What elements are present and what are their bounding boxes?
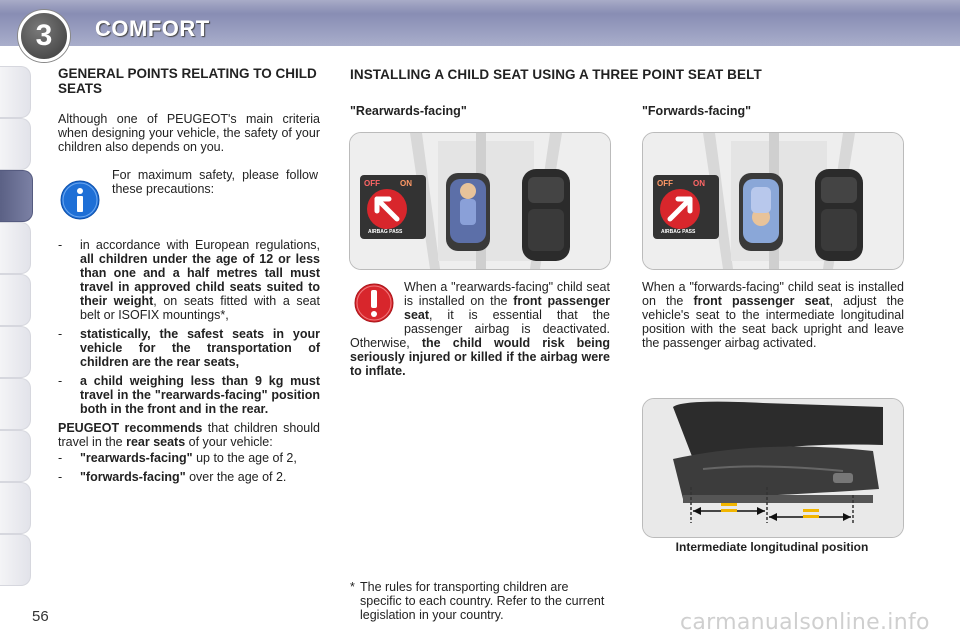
bullet-bold-text: statistically, the safest seats in your vehicle for the transportation of children are the rear seats, <box>80 327 320 369</box>
recommend-mid: that children should travel in the <box>58 421 320 449</box>
bullet-bold-text: a child weighing less than 9 kg must travel in the "rearwards-facing" position both in the front and in the rear. <box>80 374 320 416</box>
forwards-facing-illustration <box>642 132 904 270</box>
airbag-on-label: ON <box>400 179 412 188</box>
bullet-dash: - <box>58 327 63 341</box>
bullet-dash: - <box>58 374 63 388</box>
watermark: carmanualsonline.info <box>680 610 930 635</box>
chapter-tab-6[interactable] <box>0 326 31 378</box>
installing-heading: INSTALLING A CHILD SEAT USING A THREE POINT SEAT BELT <box>350 67 762 82</box>
list-item <box>58 374 320 416</box>
footnote-star: * <box>350 580 355 594</box>
warning-bold-seat: front passenger seat <box>404 294 611 322</box>
info-note <box>58 168 320 230</box>
seat-rail-image <box>643 399 903 537</box>
age-text: up to the age of 2, <box>192 451 297 465</box>
chapter-tab-9[interactable] <box>0 482 31 534</box>
general-points-heading: GENERAL POINTS RELATING TO CHILD SEATS <box>58 66 317 96</box>
age-bold: "rearwards-facing" <box>80 451 193 465</box>
chapter-tab-1[interactable] <box>0 66 31 118</box>
airbag-off-label: OFF <box>657 179 673 188</box>
header-shine <box>0 0 960 14</box>
footnote <box>350 580 612 622</box>
page-number: 56 <box>32 608 49 625</box>
fwd-bold-seat: front passenger seat <box>693 294 830 308</box>
bullet-text-end: , on seats fitted with a seat belt or ISOFIX mountings*, <box>80 294 320 322</box>
warning-mid: , it is essential that the passenger airbag is deactivated. Otherwise, <box>350 308 610 350</box>
list-item <box>58 470 320 484</box>
car-interior-rear-image <box>350 133 610 269</box>
forwards-facing-label: "Forwards-facing" <box>642 104 752 118</box>
warning-pre: When a "rearwards-facing" child seat is installed on the <box>404 280 610 308</box>
airbag-pass-label: AIRBAG PASS <box>368 229 403 235</box>
rearwards-facing-illustration <box>349 132 611 270</box>
recommendation-paragraph <box>58 421 320 449</box>
fwd-pre: When a "forwards-facing" child seat is installed on the <box>642 280 904 308</box>
bullet-dash: - <box>58 451 63 465</box>
fwd-post: , adjust the vehicle's seat to the intermediate longitudinal position with the seat back upright and leave the passenger airbag activated. <box>642 294 904 350</box>
bullet-bold-text: all children under the age of 12 or less than one and a half metres tall must travel in approved child seats suited to their weight <box>80 252 320 308</box>
airbag-pass-label: AIRBAG PASS <box>661 229 696 235</box>
recommend-rear-seats: rear seats <box>126 435 186 449</box>
list-item <box>58 451 320 465</box>
chapter-tab-3-active[interactable] <box>0 170 33 222</box>
age-bold: "forwards-facing" <box>80 470 186 484</box>
recommend-end: of your vehicle: <box>185 435 273 449</box>
chapter-tab-2[interactable] <box>0 118 31 170</box>
chapter-tab-10[interactable] <box>0 534 31 586</box>
info-icon <box>60 180 100 220</box>
chapter-tab-5[interactable] <box>0 274 31 326</box>
rearwards-warning-text <box>350 280 610 378</box>
airbag-off-label: OFF <box>364 179 380 188</box>
age-text: over the age of 2. <box>185 470 287 484</box>
chapter-number-badge: 3 <box>18 10 70 62</box>
bullet-text: in accordance with European regulations, <box>80 238 320 252</box>
car-interior-front-image <box>643 133 903 269</box>
seat-position-illustration <box>642 398 904 538</box>
intro-paragraph: Although one of PEUGEOT's main criteria when designing your vehicle, the safety of your children also depends on you. <box>58 112 320 154</box>
bullet-dash: - <box>58 238 63 252</box>
recommend-bold: PEUGEOT recommends <box>58 421 203 435</box>
chapter-tab-8[interactable] <box>0 430 31 482</box>
warning-indent-spacer <box>350 280 404 336</box>
bullet-dash: - <box>58 470 63 484</box>
warning-bold-risk: the child would risk being seriously injured or killed if the airbag were to inflate. <box>350 336 610 378</box>
rearwards-facing-label: "Rearwards-facing" <box>350 104 467 118</box>
precautions-list <box>58 238 320 416</box>
chapter-tab-7[interactable] <box>0 378 31 430</box>
list-item <box>58 238 320 322</box>
chapter-tab-4[interactable] <box>0 222 31 274</box>
footnote-text: The rules for transporting children are specific to each country. Refer to the current legislation in your country. <box>360 580 605 622</box>
info-text: For maximum safety, please follow these precautions: <box>112 168 318 196</box>
chapter-title: COMFORT <box>95 16 210 41</box>
forwards-facing-text <box>642 280 904 350</box>
list-item <box>58 327 320 369</box>
seat-position-caption: Intermediate longitudinal position <box>675 540 869 554</box>
chapter-tabs <box>0 66 32 574</box>
general-points-column <box>58 66 320 489</box>
airbag-on-label: ON <box>693 179 705 188</box>
